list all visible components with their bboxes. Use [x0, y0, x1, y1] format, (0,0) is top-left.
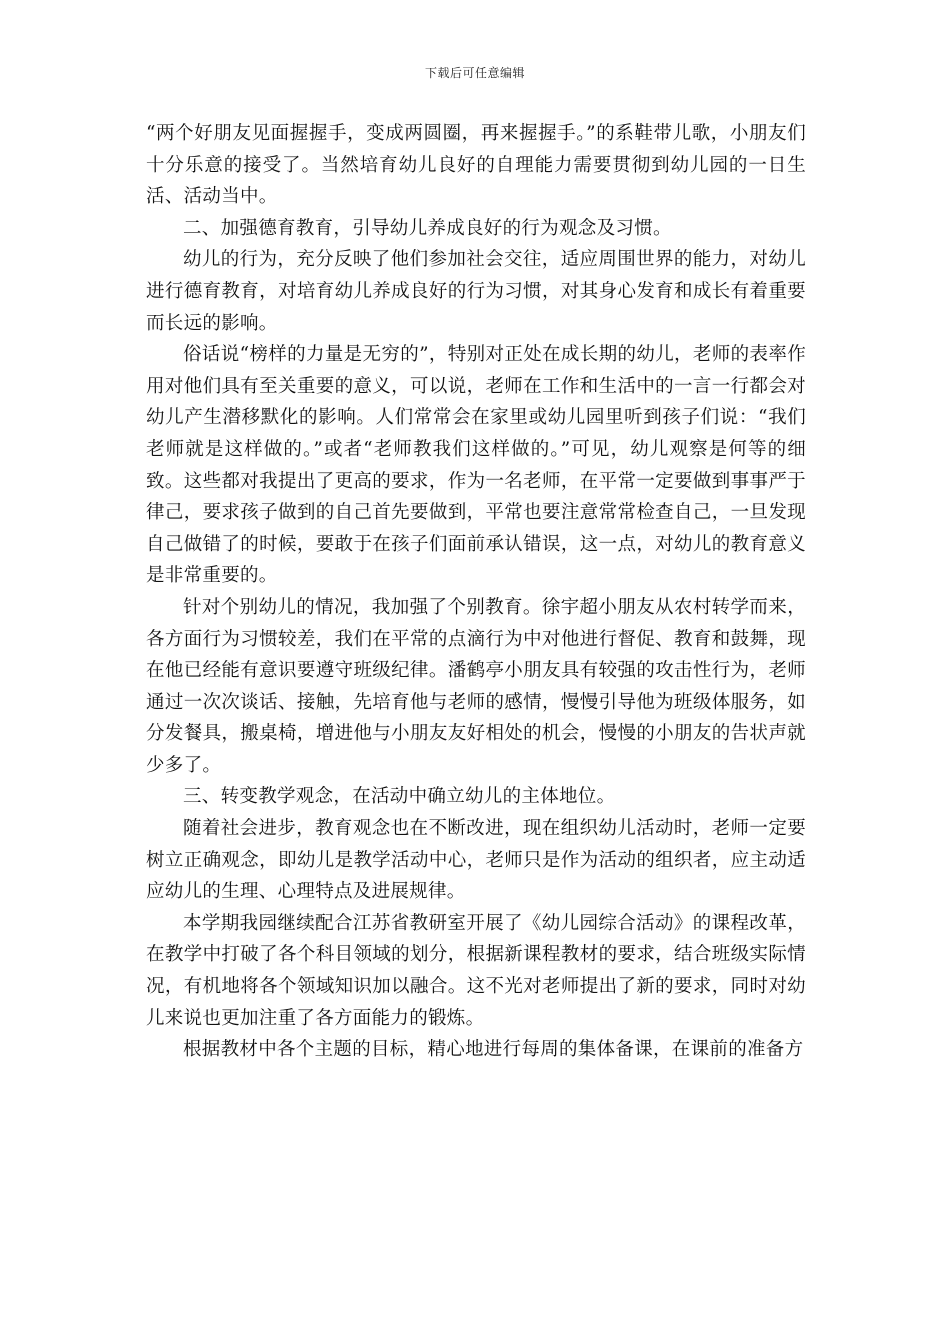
paragraph-shoelace-song: “两个好朋友见面握握手，变成两圆圈，再来握握手。”的系鞋带儿歌，小朋友们十分乐意的接受了。当然培育幼儿良好的自理能力需要贯彻到幼儿园的一日生活、活动当中。 — [146, 123, 806, 208]
paragraph-role-model: 俗话说“榜样的力量是无穷的”，特别对正处在成长期的幼儿，老师的表率作用对他们具有至关重要的意义，可以说，老师在工作和生活中的一言一行都会对幼儿产生潜移默化的影响。人们常常会在家里或幼儿园里听到孩子们说：“我们老师就是这样做的。”或者“老师教我们这样做的。”可见，幼儿观察是何等的细致。这些都对我提出了更高的要求，作为一名老师，在平常一定要做到事事严于律己，要求孩子做到的自己首先要做到，平常也要注意常常检查自己，一旦发现自己做错了的时候，要敢于在孩子们面前承认错误，这一点，对幼儿的教育意义是非常重要的。 — [146, 344, 806, 587]
paragraph-lesson-planning: 根据教材中各个主题的目标，精心地进行每周的集体备课，在课前的准备方 — [183, 1039, 804, 1061]
paragraph-individual-education: 针对个别幼儿的情况，我加强了个别教育。徐宇超小朋友从农村转学而来，各方面行为习惯较差，我们在平常的点滴行为中对他进行督促、教育和鼓舞，现在他已经能有意识要遵守班级纪律。潘鹤亭小朋友具有较强的攻击性行为，老师通过一次次谈话、接触，先培育他与老师的感情，慢慢引导他为班级体服务，如分发餐具，搬桌椅，增进他与小朋友友好相处的机会，慢慢的小朋友的告状声就少多了。 — [146, 596, 806, 776]
paragraph-education-concept: 随着社会进步，教育观念也在不断改进，现在组织幼儿活动时，老师一定要树立正确观念，即幼儿是教学活动中心，老师只是作为活动的组织者，应主动适应幼儿的生理、心理特点及进展规律。 — [146, 818, 806, 903]
document-body — [146, 118, 806, 1066]
section-heading-teaching-concept: 三、转变教学观念，在活动中确立幼儿的主体地位。 — [183, 786, 616, 808]
page-header: 下载后可任意编辑 — [424, 66, 525, 80]
section-heading-moral-education: 二、加强德育教育，引导幼儿养成良好的行为观念及习惯。 — [183, 217, 672, 239]
paragraph-curriculum-reform: 本学期我园继续配合江苏省教研室开展了《幼儿园综合活动》的课程改革，在教学中打破了各个科目领域的划分，根据新课程教材的要求，结合班级实际情况，有机地将各个领域知识加以融合。这不光对老师提出了新的要求，同时对幼儿来说也更加注重了各方面能力的锻炼。 — [146, 912, 806, 1029]
paragraph-child-behavior: 幼儿的行为，充分反映了他们参加社会交往，适应周围世界的能力，对幼儿进行德育教育，对培育幼儿养成良好的行为习惯，对其身心发育和成长有着重要而长远的影响。 — [146, 249, 806, 334]
